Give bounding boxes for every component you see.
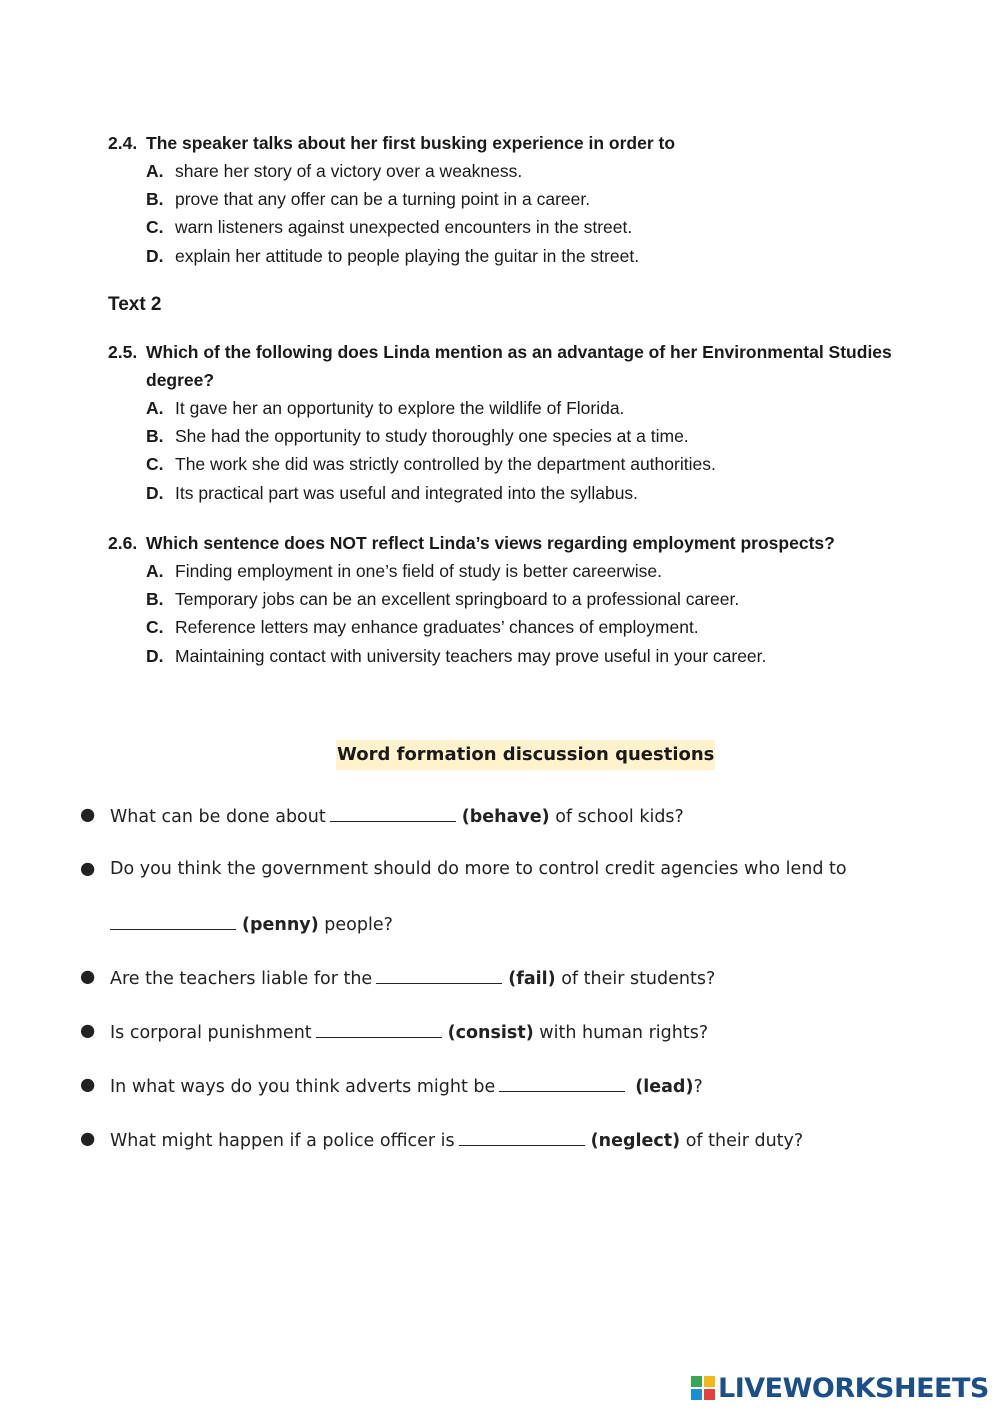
option-c: C. Reference letters may enhance graduates’ chances of employment. [146,617,699,638]
answer-blank[interactable] [110,913,236,930]
option-b: B. prove that any offer can be a turning point in a career. [146,189,591,210]
liveworksheets-logo-icon [690,1375,716,1401]
answer-blank[interactable] [330,805,456,822]
option-d: D. Its practical part was useful and integrated into the syllabus. [146,482,639,503]
option-b: B. Temporary jobs can be an excellent springboard to a professional career. [146,589,740,610]
option-a: A. It gave her an opportunity to explore the wildlife of Florida. [146,398,625,418]
section-heading: Text 2 [108,294,162,315]
question-stem: The speaker talks about her first busking experience in order to [146,133,676,153]
option-c: C. The work she did was strictly controlled by the department authorities. [146,454,716,475]
question-stem: Which sentence does NOT reflect Linda’s views regarding employment prospects? [146,533,835,553]
question-number: 2.4. [108,133,138,153]
answer-blank[interactable] [459,1129,585,1146]
option-d: D. explain her attitude to people playing the guitar in the street. [146,245,640,266]
bullet-icon: ● [80,1129,96,1149]
option-b: B. She had the opportunity to study thoroughly one species at a time. [146,426,689,447]
bullet-icon: ● [80,1021,96,1041]
bullet-icon: ● [80,859,96,879]
answer-blank[interactable] [499,1075,625,1092]
question-2-5 [108,338,908,507]
base-word: (lead) [635,1077,694,1097]
word-formation-title: Word formation discussion questions [336,740,715,770]
base-word: (consist) [447,1023,534,1043]
base-word: (behave) [461,807,550,827]
question-stem: Which of the following does Linda mention as an advantage of her Environmental Studies degree? [146,342,892,390]
option-a: A. share her story of a victory over a weakness. [146,161,523,181]
option-d: D. Maintaining contact with university teachers may prove useful in your career. [146,645,767,666]
answer-blank[interactable] [376,967,502,984]
option-c: C. warn listeners against unexpected encounters in the street. [146,217,633,238]
option-a: A. Finding employment in one’s field of study is better careerwise. [146,561,663,581]
liveworksheets-brand[interactable] [690,1370,989,1406]
question-2-4 [108,129,908,270]
brand-text: LIVEWORKSHEETS [718,1372,989,1404]
question-2-6 [108,529,908,670]
bullet-icon: ● [80,1075,96,1095]
base-word: (fail) [508,969,556,989]
bullet-icon: ● [80,805,96,825]
bullet-icon: ● [80,967,96,987]
question-number: 2.6. [108,533,138,553]
base-word: (neglect) [590,1131,681,1151]
question-number: 2.5. [108,342,138,362]
answer-blank[interactable] [316,1021,442,1038]
base-word: (penny) [242,915,319,935]
